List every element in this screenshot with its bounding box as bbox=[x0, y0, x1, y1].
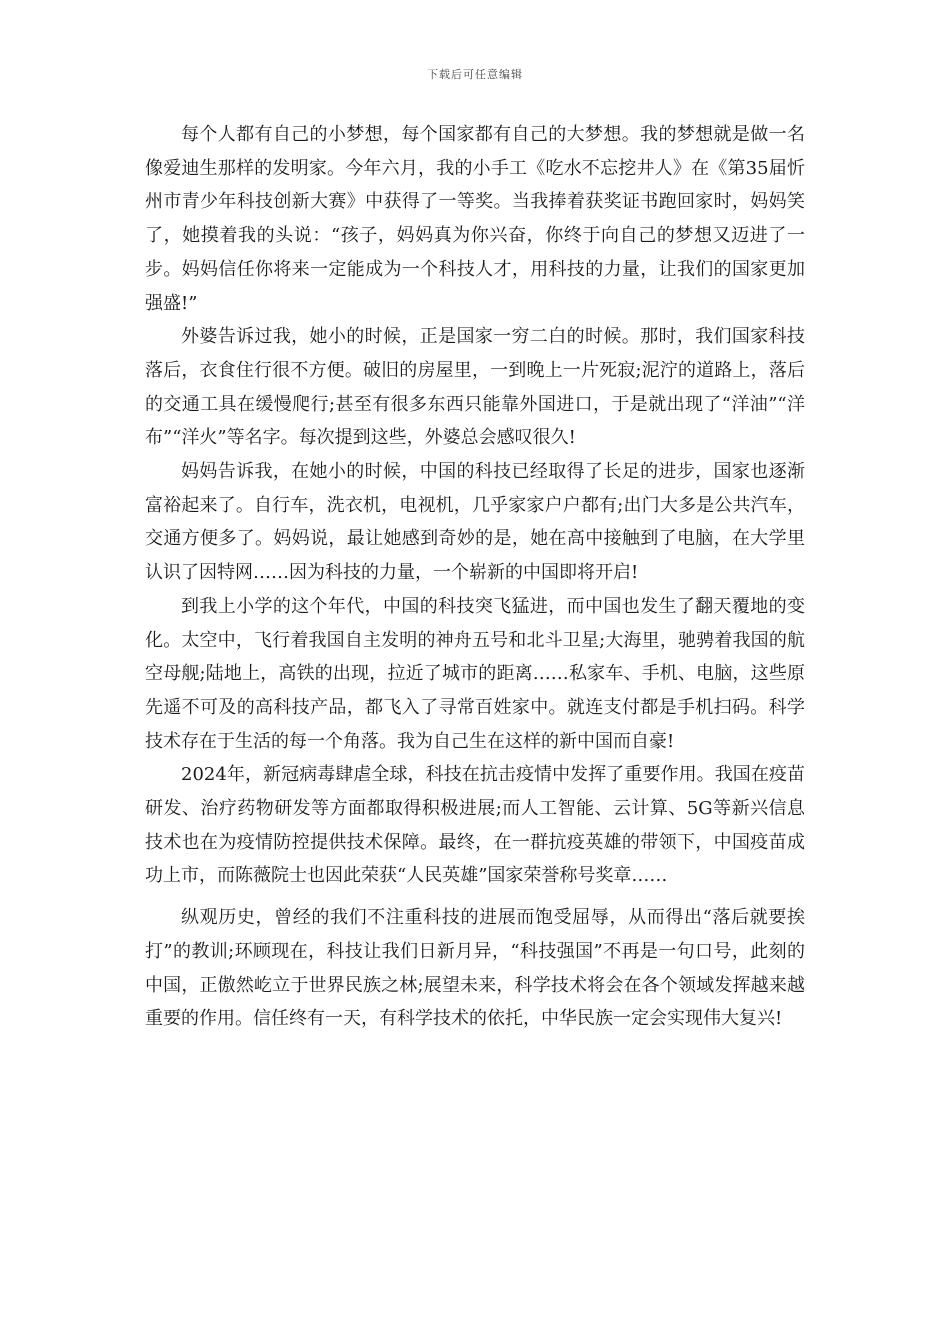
paragraph: 妈妈告诉我，在她小的时候，中国的科技已经取得了长足的进步，国家也逐渐富裕起来了。自行车，洗衣机，电视机，几乎家家户户都有;出门大多是公共汽车，交通方便多了。妈妈说，最让她感到奇妙的是，她在高中接触到了电脑，在大学里认识了因特网……因为科技的力量，一个崭新的中国即将开启! bbox=[145, 461, 805, 584]
header-note: 下载后可任意编辑 bbox=[427, 68, 523, 81]
paragraph: 纵观历史，曾经的我们不注重科技的进展而饱受屈辱，从而得出“落后就要挨打”的教训;环顾现在，科技让我们日新月异，“科技强国”不再是一句口号，此刻的中国，正傲然屹立于世界民族之林;展望未来，科学技术将会在各个领域发挥越来越重要的作用。信任终有一天，有科学技术的依托，中华民族一定会实现伟大复兴! bbox=[145, 907, 805, 1030]
essay-body bbox=[145, 118, 805, 1036]
paragraph: 2024年，新冠病毒肆虐全球，科技在抗击疫情中发挥了重要作用。我国在疫苗研发、治疗药物研发等方面都取得积极进展;而人工智能、云计算、5G等新兴信息技术也在为疫情防控提供技术保障。最终，在一群抗疫英雄的带领下，中国疫苗成功上市，而陈薇院士也因此荣获“人民英雄”国家荣誉称号奖章…… bbox=[145, 764, 805, 887]
paragraph: 外婆告诉过我，她小的时候，正是国家一穷二白的时候。那时，我们国家科技落后，衣食住行很不方便。破旧的房屋里，一到晚上一片死寂;泥泞的道路上，落后的交通工具在缓慢爬行;甚至有很多东西只能靠外国进口，于是就出现了“洋油”“洋布”“洋火”等名字。每次提到这些，外婆总会感叹很久! bbox=[145, 326, 805, 449]
paragraph: 每个人都有自己的小梦想，每个国家都有自己的大梦想。我的梦想就是做一名像爱迪生那样的发明家。今年六月，我的小手工《吃水不忘挖井人》在《第35届忻州市青少年科技创新大赛》中获得了一等奖。当我捧着获奖证书跑回家时，妈妈笑了，她摸着我的头说：“孩子，妈妈真为你兴奋，你终于向自己的梦想又迈进了一步。妈妈信任你将来一定能成为一个科技人才，用科技的力量，让我们的国家更加强盛!” bbox=[145, 124, 805, 314]
paragraph: 到我上小学的这个年代，中国的科技突飞猛进，而中国也发生了翻天覆地的变化。太空中，飞行着我国自主发明的神舟五号和北斗卫星;大海里，驰骋着我国的航空母舰;陆地上，高铁的出现，拉近了城市的距离……私家车、手机、电脑，这些原先遥不可及的高科技产品，都飞入了寻常百姓家中。就连支付都是手机扫码。科学技术存在于生活的每一个角落。我为自己生在这样的新中国而自豪! bbox=[145, 595, 805, 752]
